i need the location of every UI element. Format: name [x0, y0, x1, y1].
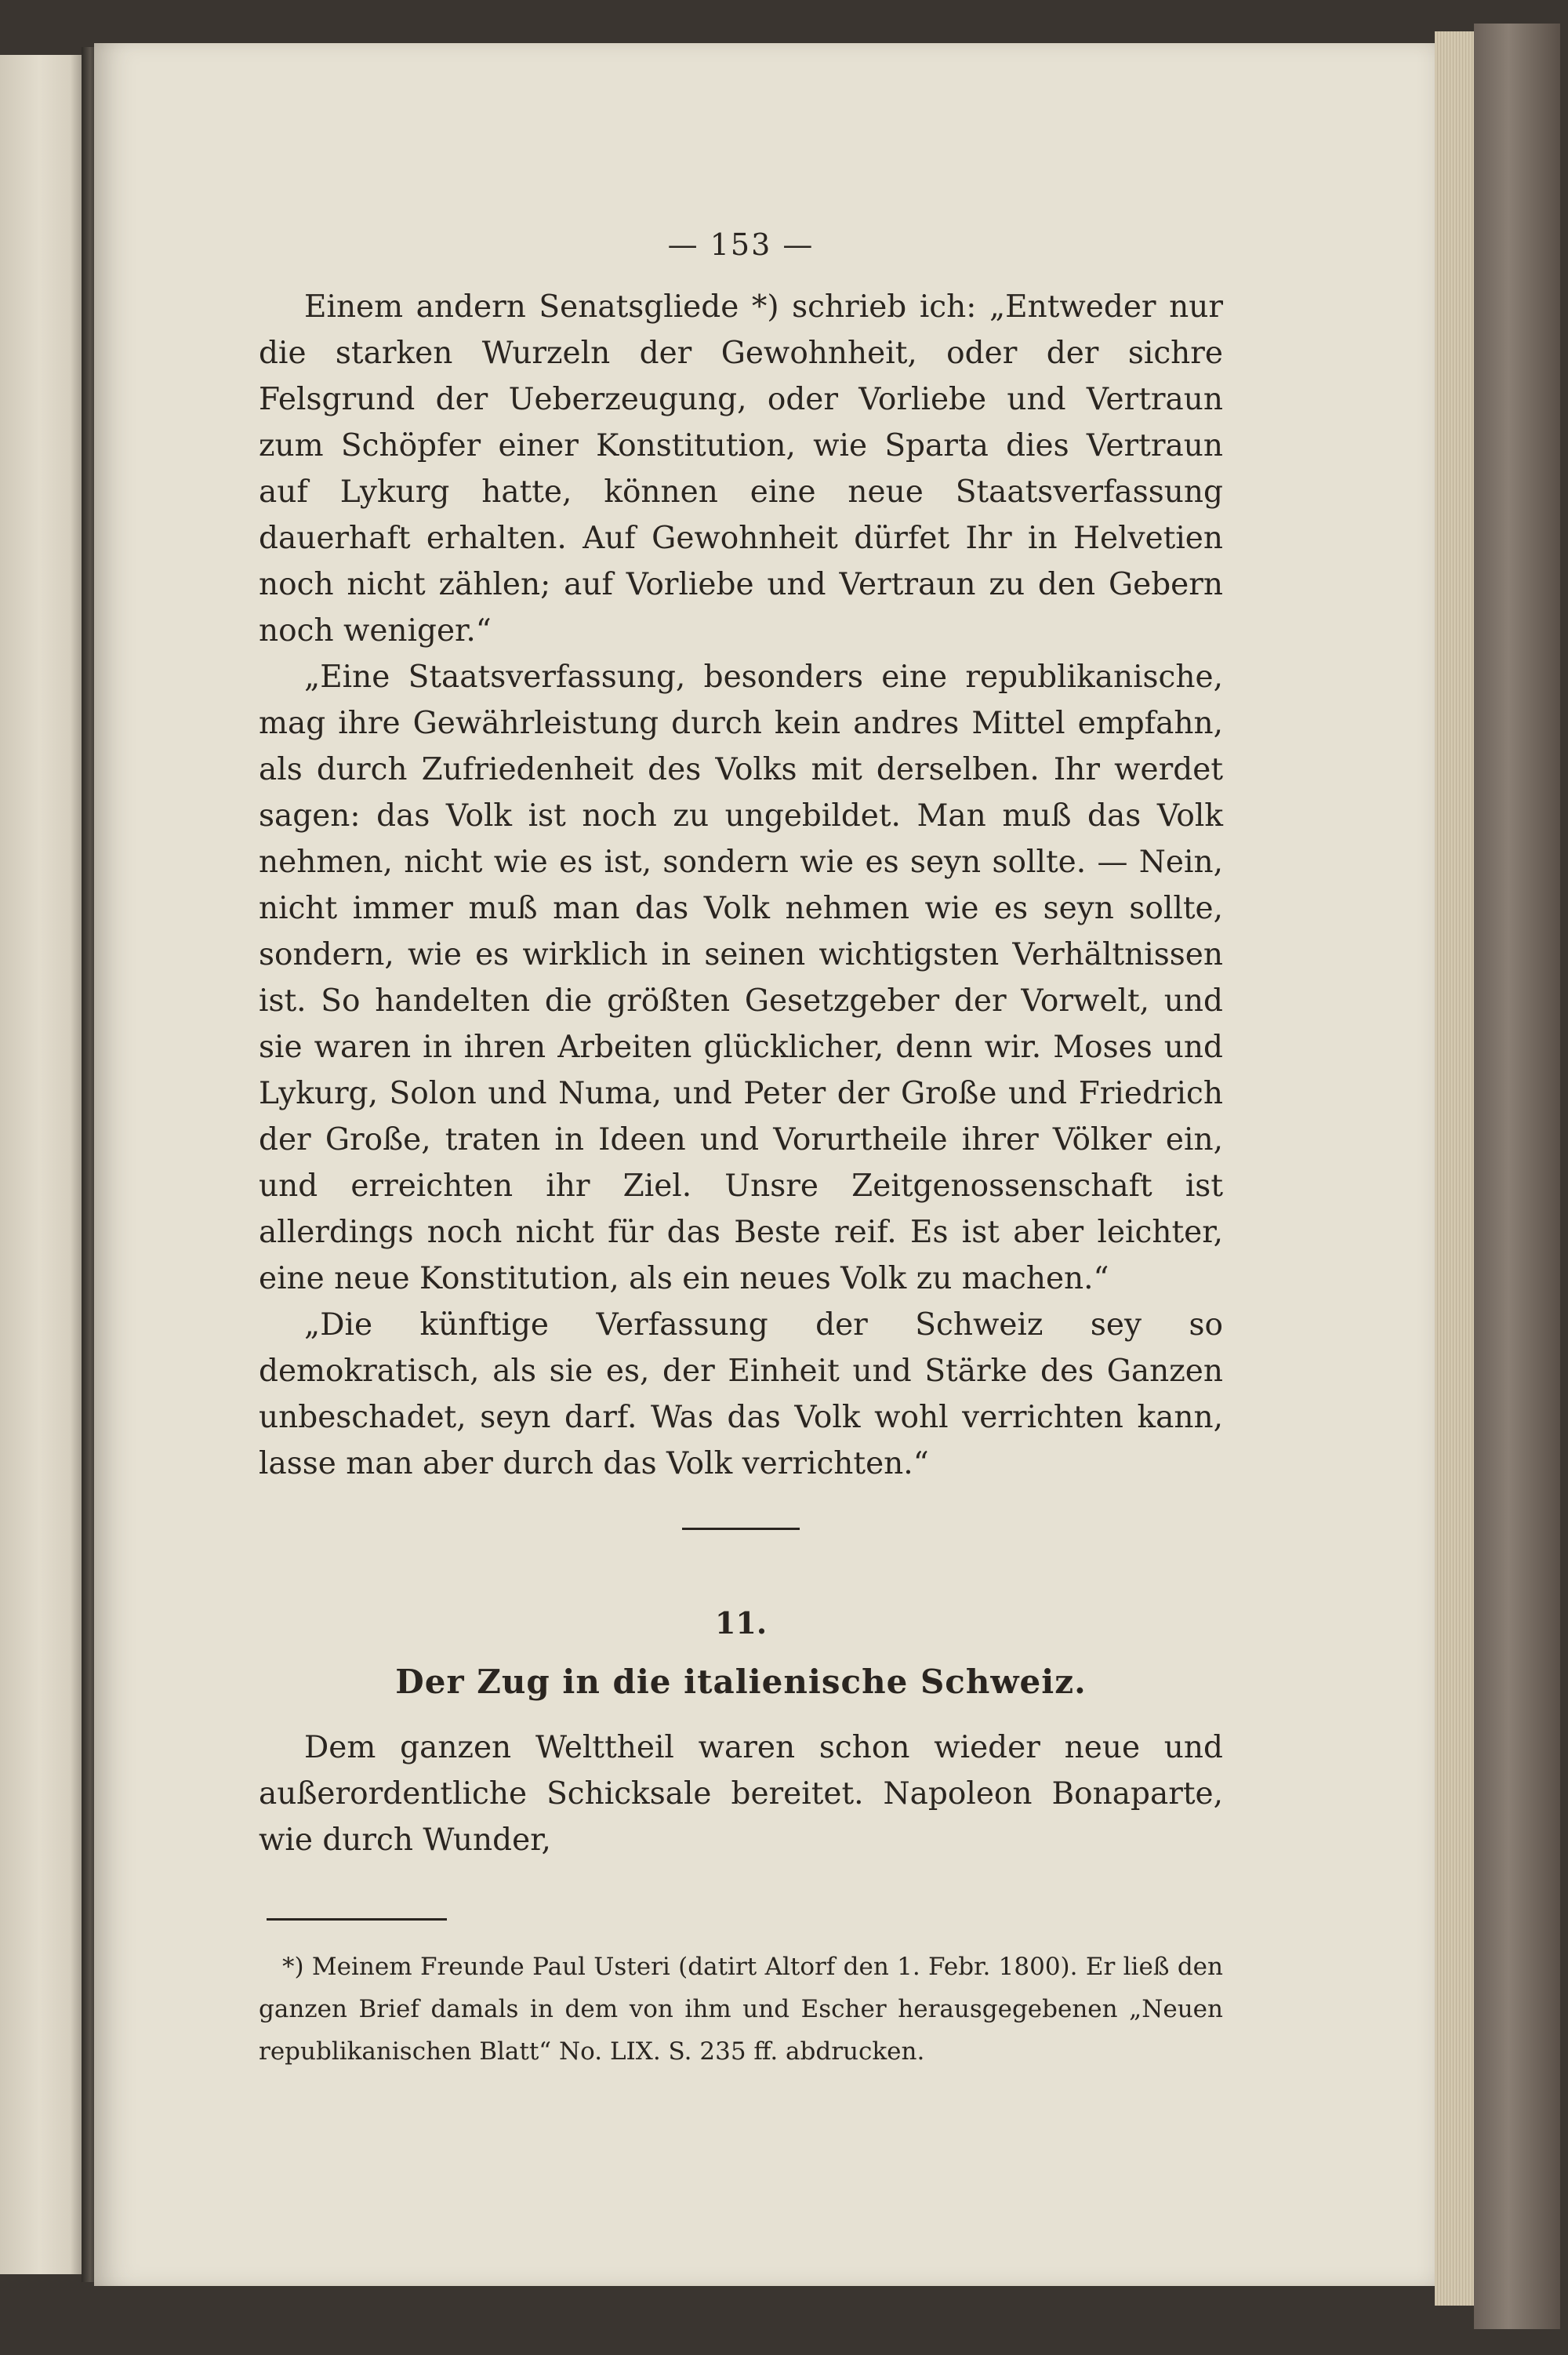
chapter-number: 11.: [714, 1605, 768, 1641]
paragraph-3: „Die künftige Verfassung der Schweiz sey so demokratisch, als sie es, der Einheit und Stärke des Ganzen unbeschadet, seyn darf. Was das Volk wohl verrichten kann, lasse man aber durch das Volk verrichten.“: [259, 1307, 1223, 1481]
footnote: *) Meinem Freunde Paul Usteri (datirt Altorf den 1. Febr. 1800). Er ließ den ganzen Brief damals in dem von ihm und Escher herausgegebenen „Neuen republikanischen Blatt“ No. LIX. S. 235 ff. abdrucken.: [259, 1953, 1223, 2066]
book-cover-edge: [1474, 24, 1560, 2329]
left-page-edge: [0, 55, 88, 2274]
text-block: [259, 227, 1223, 2073]
chapter-paragraph: Dem ganzen Welttheil waren schon wieder neue und außerordentliche Schicksale bereitet. Napoleon Bonaparte, wie durch Wunder,: [259, 1730, 1223, 1858]
page-number: — 153 —: [667, 227, 815, 262]
paragraph-2: „Eine Staatsverfassung, besonders eine republikanische, mag ihre Gewährleistung durch kein andres Mittel empfahn, als durch Zufriedenheit des Volks mit derselben. Ihr werdet sagen: das Volk ist noch zu ungebildet. Man muß das Volk nehmen, nicht wie es ist, sondern wie es seyn sollte. — Nein, nicht immer muß man das Volk nehmen wie es seyn sollte, sondern, wie es wirklich in seinen wichtigsten Verhältnissen ist. So handelten die größten Gesetzgeber der Vorwelt, und sie waren in ihren Arbeiten glücklicher, denn wir. Moses und Lykurg, Solon und Numa, und Peter der Große und Friedrich der Große, traten in Ideen und Vorurtheile ihrer Völker ein, und erreichten ihr Ziel. Unsre Zeitgenossenschaft ist allerdings noch nicht für das Beste reif. Es ist aber leichter, eine neue Konstitution, als ein neues Volk zu machen.“: [259, 660, 1223, 1296]
paragraph-1: Einem andern Senatsgliede *) schrieb ich: „Entweder nur die starken Wurzeln der Gewohnheit, oder der sichre Felsgrund der Ueberzeugung, oder Vorliebe und Vertraun zum Schöpfer einer Konstitution, wie Sparta dies Vertraun auf Lykurg hatte, können eine neue Staatsverfassung dauerhaft erhalten. Auf Gewohnheit dürfet Ihr in Helvetien noch nicht zählen; auf Vorliebe und Vertraun zu den Gebern noch weniger.“: [259, 289, 1223, 649]
footnote-rule: [267, 1918, 447, 1921]
chapter-title: Der Zug in die italienische Schweiz.: [395, 1663, 1087, 1701]
section-separator: [682, 1528, 800, 1530]
